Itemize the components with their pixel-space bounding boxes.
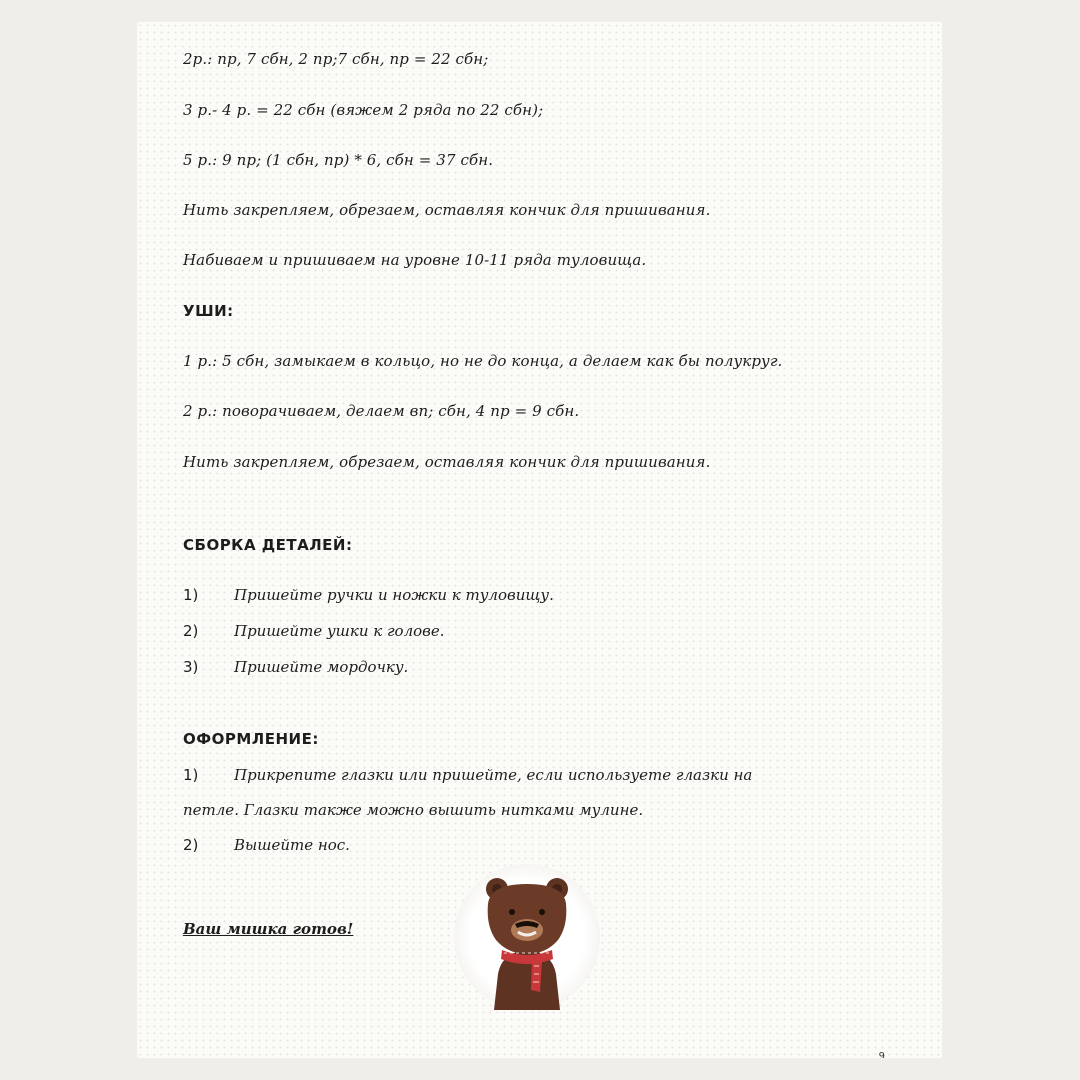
assembly-item — [183, 586, 554, 604]
list-text: Вышейте нос. — [234, 836, 350, 854]
list-text: Пришейте мордочку. — [234, 658, 409, 676]
final-message: Ваш мишка готов! — [183, 920, 354, 938]
ears-row-2: 2 р.: поворачиваем, делаем вп; сбн, 4 пр = 9 сбн. — [183, 402, 580, 420]
list-number: 2) — [183, 836, 199, 854]
instruction-fasten: Нить закрепляем, обрезаем, оставляя кончик для пришивания. — [183, 201, 711, 219]
pattern-row-3-4: 3 р.- 4 р. = 22 сбн (вяжем 2 ряда по 22 сбн); — [183, 101, 544, 119]
decoration-heading: ОФОРМЛЕНИЕ: — [183, 730, 319, 748]
assembly-item — [183, 622, 445, 640]
decoration-item-continuation — [183, 801, 643, 819]
list-text: Прикрепите глазки или пришейте, если используете глазки на — [234, 766, 753, 784]
ears-heading: УШИ: — [183, 302, 234, 320]
ears-row-1: 1 р.: 5 сбн, замыкаем в кольцо, но не до конца, а делаем как бы полукруг. — [183, 352, 783, 370]
ears-fasten: Нить закрепляем, обрезаем, оставляя кончик для пришивания. — [183, 453, 711, 471]
list-text: Пришейте ручки и ножки к туловищу. — [234, 586, 554, 604]
pattern-row-2: 2р.: пр, 7 сбн, 2 пр;7 сбн, пр = 22 сбн; — [183, 50, 489, 68]
list-number: 1) — [183, 586, 199, 604]
decoration-item — [183, 836, 350, 854]
assembly-item — [183, 658, 408, 676]
bear-illustration — [454, 864, 600, 1010]
assembly-heading: СБОРКА ДЕТАЛЕЙ: — [183, 536, 353, 554]
bear-icon — [454, 864, 600, 1010]
instruction-stuff: Набиваем и пришиваем на уровне 10-11 ряда туловища. — [183, 251, 647, 269]
list-number: 1) — [183, 766, 199, 784]
pattern-row-5: 5 р.: 9 пр; (1 сбн, пр) * 6, сбн = 37 сбн. — [183, 151, 494, 169]
list-number: 2) — [183, 622, 199, 640]
list-number: 3) — [183, 658, 199, 676]
list-text: Пришейте ушки к голове. — [234, 622, 445, 640]
list-text: петле. Глазки также можно вышить нитками мулине. — [183, 801, 644, 819]
document-page — [137, 22, 942, 1058]
decoration-item — [183, 766, 752, 784]
page-number: 9 — [878, 1051, 885, 1058]
